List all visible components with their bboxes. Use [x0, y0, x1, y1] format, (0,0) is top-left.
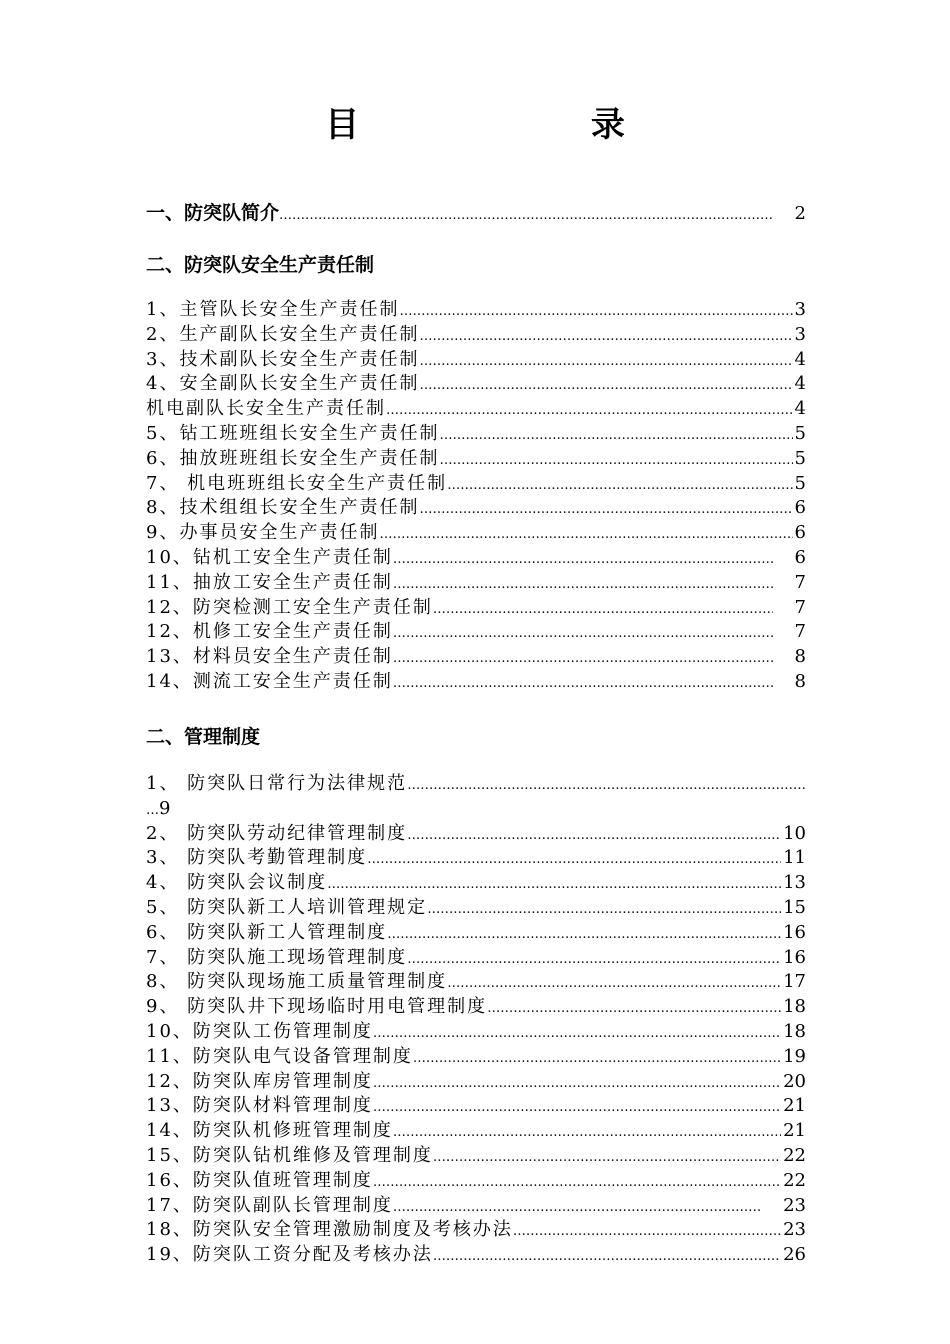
leader-dots	[393, 573, 773, 596]
entry-label: 机电副队长安全生产责任制	[146, 398, 386, 420]
toc-entry[interactable]	[146, 521, 806, 546]
toc-entry[interactable]	[146, 422, 806, 447]
toc-entry[interactable]	[146, 1218, 806, 1243]
page-number: 8	[794, 646, 806, 668]
leader-dots	[513, 1220, 781, 1243]
leader-dots	[419, 498, 792, 521]
leader-dots	[393, 647, 773, 670]
entry-label: 1、主管队长安全生产责任制	[146, 299, 400, 320]
entry-label: 16、防突队值班管理制度	[146, 1169, 373, 1191]
leader-dots	[439, 424, 792, 447]
leader-dots	[433, 1146, 781, 1169]
entry-label: 6、抽放班班组长安全生产责任制	[146, 447, 440, 469]
leader-dots	[487, 997, 781, 1020]
page-number: 26	[783, 1244, 806, 1266]
entry-label: 10、防突队工伤管理制度	[146, 1020, 373, 1042]
entry-label: 8、 防突队现场施工质量管理制度	[146, 971, 448, 993]
page-number: 3	[794, 323, 806, 345]
page-number: 16	[783, 921, 806, 943]
leader-dots	[447, 972, 781, 995]
page-title: 目 录	[325, 105, 735, 145]
toc-entry[interactable]	[146, 1094, 806, 1119]
toc-entry-continuation	[146, 797, 806, 822]
page-number: 6	[794, 497, 806, 519]
page-number: 4	[794, 348, 806, 370]
entry-label: 11、抽放工安全生产责任制	[146, 571, 393, 593]
leader-dots	[373, 1022, 781, 1045]
page-number: 23	[783, 1194, 806, 1216]
toc-entry[interactable]	[146, 620, 806, 645]
toc-entry[interactable]	[146, 447, 806, 472]
leader-dots	[393, 672, 773, 695]
toc-entry[interactable]	[146, 1194, 806, 1219]
entry-label: 4、 防突队会议制度	[146, 872, 328, 894]
entry-label: 15、防突队钻机维修及管理制度	[146, 1144, 433, 1166]
leader-dots	[413, 1047, 781, 1070]
page-number: 5	[794, 472, 806, 494]
entry-label: 6、 防突队新工人管理制度	[146, 921, 388, 943]
entry-label: 10、钻机工安全生产责任制	[146, 546, 393, 568]
toc-entry[interactable]	[146, 772, 806, 797]
page-number: 6	[794, 522, 806, 544]
toc-entry[interactable]	[146, 323, 806, 348]
entry-label: 5、钻工班班组长安全生产责任制	[146, 422, 440, 444]
entry-label: 2、 防突队劳动纪律管理制度	[146, 822, 408, 844]
toc-entry[interactable]	[146, 397, 806, 422]
entry-label: 9、办事员安全生产责任制	[146, 522, 380, 544]
toc-section-responsibility	[146, 250, 806, 277]
toc-entry[interactable]	[146, 1045, 806, 1070]
toc-entry[interactable]	[146, 995, 806, 1020]
entry-label: 3、技术副队长安全生产责任制	[146, 348, 420, 370]
entry-label: 13、材料员安全生产责任制	[146, 646, 393, 668]
toc-entry[interactable]	[146, 871, 806, 896]
leader-dots	[386, 399, 793, 422]
page-number: 21	[783, 1120, 806, 1142]
leader-dots	[399, 300, 792, 323]
toc-list-management	[146, 772, 806, 1268]
leader-dots	[367, 848, 781, 871]
toc-entry[interactable]	[146, 372, 806, 397]
entry-label: 4、安全副队长安全生产责任制	[146, 373, 420, 395]
toc-section-intro[interactable]	[146, 198, 806, 225]
entry-label: 14、防突队机修班管理制度	[146, 1120, 393, 1142]
leader-dots	[439, 449, 792, 472]
toc-entry[interactable]	[146, 348, 806, 373]
entry-label: 14、测流工安全生产责任制	[146, 670, 393, 692]
leader-dots	[373, 1096, 781, 1119]
leader-dots	[279, 208, 773, 223]
entry-label: 12、防突检测工安全生产责任制	[146, 596, 433, 618]
leader-dots	[419, 374, 792, 397]
page-number: 23	[783, 1219, 806, 1241]
leader-dots: …	[146, 802, 159, 818]
leader-dots	[327, 873, 781, 896]
toc-entry[interactable]	[146, 571, 806, 596]
page-number: 3	[794, 299, 806, 320]
entry-label: 18、防突队安全管理激励制度及考核办法	[146, 1219, 513, 1241]
leader-dots	[393, 622, 773, 645]
leader-dots	[407, 824, 781, 847]
leader-dots	[393, 1121, 781, 1144]
toc-list-responsibility	[146, 298, 806, 695]
entry-label: 7、 防突队施工现场管理制度	[146, 946, 408, 968]
toc-entry[interactable]	[146, 822, 806, 847]
toc-entry[interactable]	[146, 645, 806, 670]
page-number: 20	[783, 1070, 806, 1092]
leader-dots	[393, 1196, 761, 1219]
entry-label: 9、 防突队井下现场临时用电管理制度	[146, 996, 488, 1018]
leader-dots	[419, 350, 792, 373]
page-number: 2	[794, 203, 806, 224]
section-label: 二、防突队安全生产责任制	[146, 254, 375, 276]
leader-dots	[407, 948, 781, 971]
leader-dots	[373, 1072, 781, 1095]
toc-entry[interactable]	[146, 1144, 806, 1169]
entry-label: 3、 防突队考勤管理制度	[146, 847, 368, 869]
page-number: 22	[783, 1169, 806, 1191]
toc-entry[interactable]	[146, 596, 806, 621]
page-number: 7	[794, 621, 806, 643]
toc-entry[interactable]	[146, 298, 806, 323]
entry-label: 19、防突队工资分配及考核办法	[146, 1244, 433, 1266]
page-number: 21	[783, 1095, 806, 1117]
entry-label: 2、生产副队长安全生产责任制	[146, 323, 420, 345]
leader-dots	[393, 548, 773, 571]
toc-entry[interactable]	[146, 1243, 806, 1268]
toc-entry[interactable]	[146, 896, 806, 921]
entry-label: 7、 机电班班组长安全生产责任制	[146, 472, 448, 494]
leader-dots	[427, 898, 781, 921]
page-number: 17	[783, 971, 806, 993]
toc-entry[interactable]	[146, 921, 806, 946]
leader-dots	[379, 523, 792, 546]
page-number: 5	[794, 447, 806, 469]
leader-dots	[447, 474, 792, 497]
entry-label: 1、 防突队日常行为法律规范	[146, 773, 408, 794]
page-number: 16	[783, 946, 806, 968]
section-label: 一、防突队简介	[146, 202, 280, 224]
toc-entry[interactable]	[146, 670, 806, 695]
leader-dots	[433, 598, 773, 621]
toc-entry[interactable]	[146, 970, 806, 995]
leader-dots	[419, 325, 792, 348]
entry-label: 12、防突队库房管理制度	[146, 1070, 373, 1092]
entry-label: 11、防突队电气设备管理制度	[146, 1045, 413, 1067]
section-label: 二、管理制度	[146, 726, 261, 748]
page-number: 22	[783, 1144, 806, 1166]
toc-entry[interactable]	[146, 1169, 806, 1194]
page-number: 9	[159, 797, 171, 819]
leader-dots	[433, 1245, 781, 1268]
entry-label: 8、技术组组长安全生产责任制	[146, 497, 420, 519]
page-number: 8	[794, 670, 806, 692]
page-number: 13	[783, 872, 806, 894]
page-number: 7	[794, 571, 806, 593]
page-number: 6	[794, 546, 806, 568]
leader-dots	[407, 774, 806, 797]
page-number: 19	[783, 1045, 806, 1067]
entry-label: 13、防突队材料管理制度	[146, 1095, 373, 1117]
toc-entry[interactable]	[146, 496, 806, 521]
toc-entry[interactable]	[146, 1119, 806, 1144]
toc-entry[interactable]	[146, 946, 806, 971]
toc-entry[interactable]	[146, 1020, 806, 1045]
page-number: 4	[794, 398, 806, 420]
page-number: 11	[783, 847, 806, 869]
page-number: 4	[794, 373, 806, 395]
leader-dots	[387, 923, 781, 946]
page-number: 15	[783, 896, 806, 918]
leader-dots	[373, 1171, 781, 1194]
page-number: 10	[783, 822, 806, 844]
toc-entry[interactable]	[146, 546, 806, 571]
entry-label: 5、 防突队新工人培训管理规定	[146, 896, 428, 918]
toc-entry[interactable]	[146, 1070, 806, 1095]
toc-entry[interactable]	[146, 472, 806, 497]
entry-label: 17、防突队副队长管理制度	[146, 1194, 393, 1216]
page-number: 18	[783, 996, 806, 1018]
page-number: 18	[783, 1020, 806, 1042]
toc-section-management	[146, 722, 806, 749]
toc-entry[interactable]	[146, 846, 806, 871]
entry-label: 12、机修工安全生产责任制	[146, 621, 393, 643]
page-number: 5	[794, 422, 806, 444]
page-number: 7	[794, 596, 806, 618]
